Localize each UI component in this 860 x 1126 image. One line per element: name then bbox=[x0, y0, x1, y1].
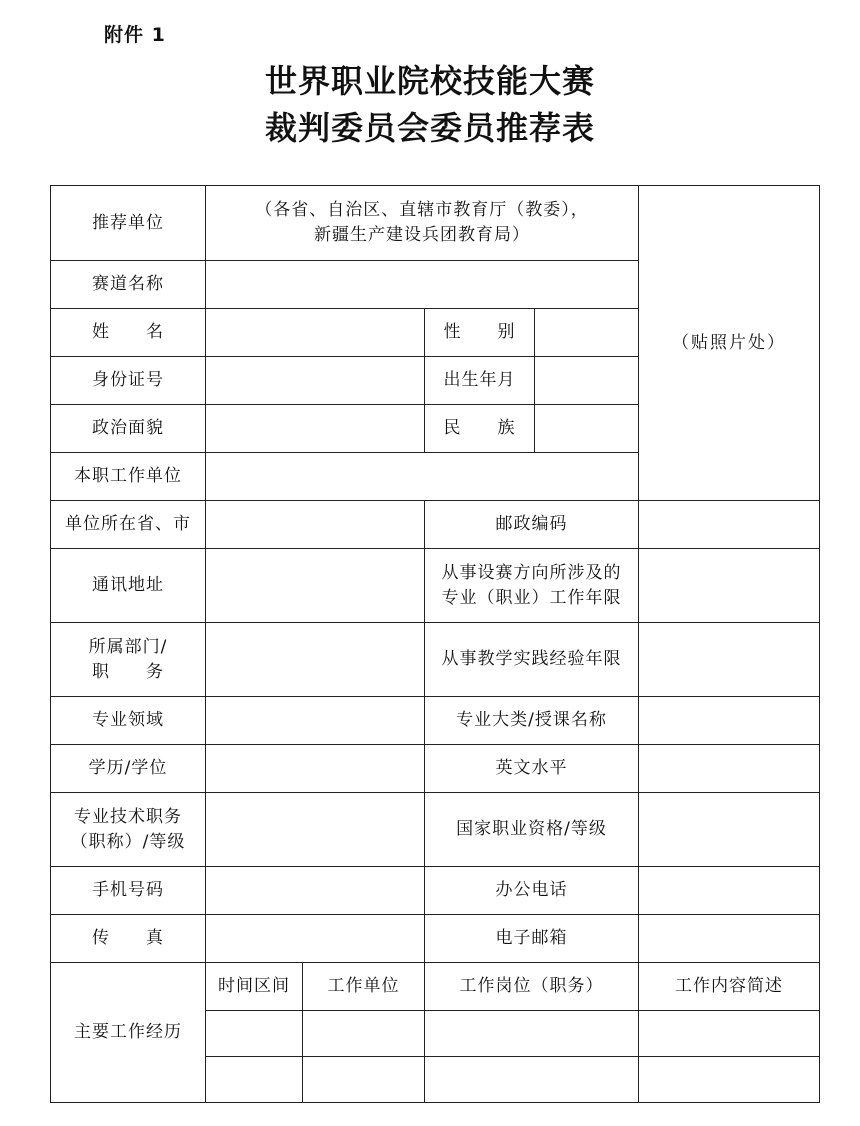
education-field[interactable] bbox=[206, 745, 425, 793]
experience-col-unit: 工作单位 bbox=[303, 963, 425, 1011]
political-label: 政治面貌 bbox=[51, 405, 206, 453]
recommend-unit-hint-line2: 新疆生产建设兵团教育局） bbox=[314, 225, 530, 245]
recommend-unit-hint-line1: （各省、自治区、直辖市教育厅（教委）， bbox=[255, 200, 589, 220]
id-number-field[interactable] bbox=[206, 357, 425, 405]
table-row bbox=[51, 867, 820, 915]
education-label: 学历/学位 bbox=[51, 745, 206, 793]
table-row bbox=[51, 549, 820, 623]
table-row bbox=[51, 745, 820, 793]
province-city-label: 单位所在省、市 bbox=[51, 501, 206, 549]
email-label: 电子邮箱 bbox=[425, 915, 639, 963]
work-unit-field[interactable] bbox=[206, 453, 639, 501]
document-title-line2: 裁判委员会委员推荐表 bbox=[264, 109, 595, 147]
experience-unit-field[interactable] bbox=[303, 1057, 425, 1103]
department-label-line2: 职 务 bbox=[92, 661, 164, 682]
experience-period-field[interactable] bbox=[206, 1011, 303, 1057]
mobile-field[interactable] bbox=[206, 867, 425, 915]
photo-placeholder[interactable]: （贴照片处） bbox=[639, 186, 820, 501]
department-label bbox=[51, 623, 206, 697]
document-title-line1: 世界职业院校技能大赛 bbox=[264, 62, 595, 100]
major-course-label: 专业大类/授课名称 bbox=[425, 697, 639, 745]
name-field[interactable] bbox=[206, 309, 425, 357]
experience-content-field[interactable] bbox=[639, 1057, 820, 1103]
political-field[interactable] bbox=[206, 405, 425, 453]
field-years-label-line1: 从事设赛方向所涉及的 bbox=[441, 562, 622, 583]
gender-label: 性 别 bbox=[425, 309, 535, 357]
experience-period-field[interactable] bbox=[206, 1057, 303, 1103]
track-name-label: 赛道名称 bbox=[51, 261, 206, 309]
experience-label: 主要工作经历 bbox=[51, 963, 206, 1103]
table-row bbox=[51, 501, 820, 549]
table-row bbox=[51, 697, 820, 745]
ethnicity-field[interactable] bbox=[535, 405, 639, 453]
postcode-label: 邮政编码 bbox=[425, 501, 639, 549]
tech-title-label-line1: 专业技术职务 bbox=[74, 806, 182, 827]
work-unit-label: 本职工作单位 bbox=[51, 453, 206, 501]
gender-field[interactable] bbox=[535, 309, 639, 357]
birth-field[interactable] bbox=[535, 357, 639, 405]
experience-col-period: 时间区间 bbox=[206, 963, 303, 1011]
recommend-unit-label: 推荐单位 bbox=[51, 186, 206, 261]
mobile-label: 手机号码 bbox=[51, 867, 206, 915]
field-years-label-line2: 专业（职业）工作年限 bbox=[441, 587, 622, 608]
recommend-unit-field[interactable] bbox=[206, 186, 639, 261]
recommendation-form-table bbox=[50, 185, 820, 1103]
experience-content-field[interactable] bbox=[639, 1011, 820, 1057]
qualification-field[interactable] bbox=[639, 793, 820, 867]
office-phone-field[interactable] bbox=[639, 867, 820, 915]
postcode-field[interactable] bbox=[639, 501, 820, 549]
experience-col-position: 工作岗位（职务） bbox=[425, 963, 639, 1011]
field-years-field[interactable] bbox=[639, 549, 820, 623]
department-label-line1: 所属部门/ bbox=[88, 636, 168, 657]
experience-position-field[interactable] bbox=[425, 1057, 639, 1103]
id-number-label: 身份证号 bbox=[51, 357, 206, 405]
english-field[interactable] bbox=[639, 745, 820, 793]
professional-field-label: 专业领域 bbox=[51, 697, 206, 745]
birth-label: 出生年月 bbox=[425, 357, 535, 405]
email-field[interactable] bbox=[639, 915, 820, 963]
ethnicity-label: 民 族 bbox=[425, 405, 535, 453]
attachment-number: 附件 1 bbox=[104, 24, 166, 46]
table-row bbox=[51, 963, 820, 1011]
experience-unit-field[interactable] bbox=[303, 1011, 425, 1057]
teaching-years-field[interactable] bbox=[639, 623, 820, 697]
table-row bbox=[51, 793, 820, 867]
table-row bbox=[51, 186, 820, 261]
name-label: 姓 名 bbox=[51, 309, 206, 357]
english-label: 英文水平 bbox=[425, 745, 639, 793]
field-years-label bbox=[425, 549, 639, 623]
teaching-years-label: 从事教学实践经验年限 bbox=[425, 623, 639, 697]
table-row bbox=[51, 623, 820, 697]
professional-field-field[interactable] bbox=[206, 697, 425, 745]
fax-field[interactable] bbox=[206, 915, 425, 963]
tech-title-label bbox=[51, 793, 206, 867]
fax-label: 传 真 bbox=[51, 915, 206, 963]
table-row bbox=[51, 915, 820, 963]
track-name-field[interactable] bbox=[206, 261, 639, 309]
tech-title-field[interactable] bbox=[206, 793, 425, 867]
province-city-field[interactable] bbox=[206, 501, 425, 549]
major-course-field[interactable] bbox=[639, 697, 820, 745]
department-field[interactable] bbox=[206, 623, 425, 697]
address-label: 通讯地址 bbox=[51, 549, 206, 623]
experience-col-content: 工作内容简述 bbox=[639, 963, 820, 1011]
tech-title-label-line2: （职称）/等级 bbox=[70, 831, 186, 852]
qualification-label: 国家职业资格/等级 bbox=[425, 793, 639, 867]
office-phone-label: 办公电话 bbox=[425, 867, 639, 915]
address-field[interactable] bbox=[206, 549, 425, 623]
experience-position-field[interactable] bbox=[425, 1011, 639, 1057]
